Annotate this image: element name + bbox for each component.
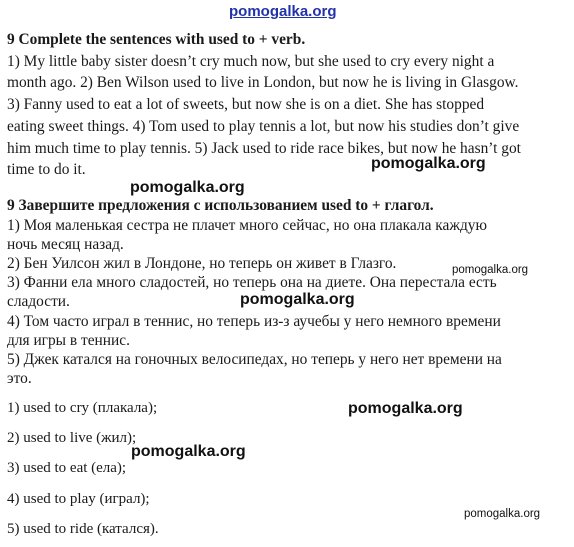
translation-line: ночь месяц назад.	[7, 236, 124, 253]
exercise-heading-ru: 9 Завершите предложения с использованием used to + глагол.	[7, 197, 434, 214]
answer-line: 1) used to cry (плакала);	[7, 400, 158, 416]
exercise-heading-en: 9 Complete the sentences with used to + verb.	[7, 31, 306, 48]
translation-line: для игры в теннис.	[7, 332, 130, 349]
translation-line: 2) Бен Уилсон жил в Лондоне, но теперь он живет в Глазго.	[7, 255, 397, 272]
exercise-text-line: eating sweet things. 4) Tom used to play tennis a lot, but now his studies don’t give	[7, 118, 520, 135]
watermark: pomogalka.org	[130, 179, 245, 196]
translation-line: сладости.	[7, 293, 70, 310]
translation-line: 4) Том часто играл в теннис, но теперь из-з аучебы у него немного времени	[7, 313, 501, 330]
watermark: pomogalka.org	[464, 508, 541, 520]
translation-line: это.	[7, 370, 32, 387]
translation-line: 5) Джек катался на гоночных велосипедах, но теперь у него нет времени на	[7, 351, 502, 368]
watermark: pomogalka.org	[131, 443, 246, 460]
exercise-text-line: 3) Fanny used to eat a lot of sweets, but now she is on a diet. She has stopped	[7, 96, 485, 113]
answer-line: 2) used to live (жил);	[7, 430, 137, 446]
answer-line: 4) used to play (играл);	[7, 491, 150, 507]
exercise-text-line: him much time to play tennis. 5) Jack used to ride race bikes, but now he hasn’t got	[7, 140, 521, 157]
answer-line: 5) used to ride (катался).	[7, 521, 159, 537]
watermark: pomogalka.org	[452, 264, 529, 276]
watermark: pomogalka.org	[371, 155, 486, 172]
exercise-text-line: 1) My little baby sister doesn’t cry much now, but she used to cry every night a	[7, 53, 495, 70]
watermark: pomogalka.org	[348, 400, 463, 417]
answer-line: 3) used to eat (ела);	[7, 460, 127, 476]
watermark: pomogalka.org	[240, 291, 355, 308]
exercise-text-line: month ago. 2) Ben Wilson used to live in London, but now he is living in Glasgow.	[7, 74, 519, 91]
watermark-top: pomogalka.org	[229, 3, 337, 20]
exercise-text-line: time to do it.	[7, 161, 86, 178]
translation-line: 3) Фанни ела много сладостей, но теперь она на диете. Она перестала есть	[7, 274, 497, 291]
translation-line: 1) Моя маленькая сестра не плачет много сейчас, но она плакала каждую	[7, 217, 487, 234]
